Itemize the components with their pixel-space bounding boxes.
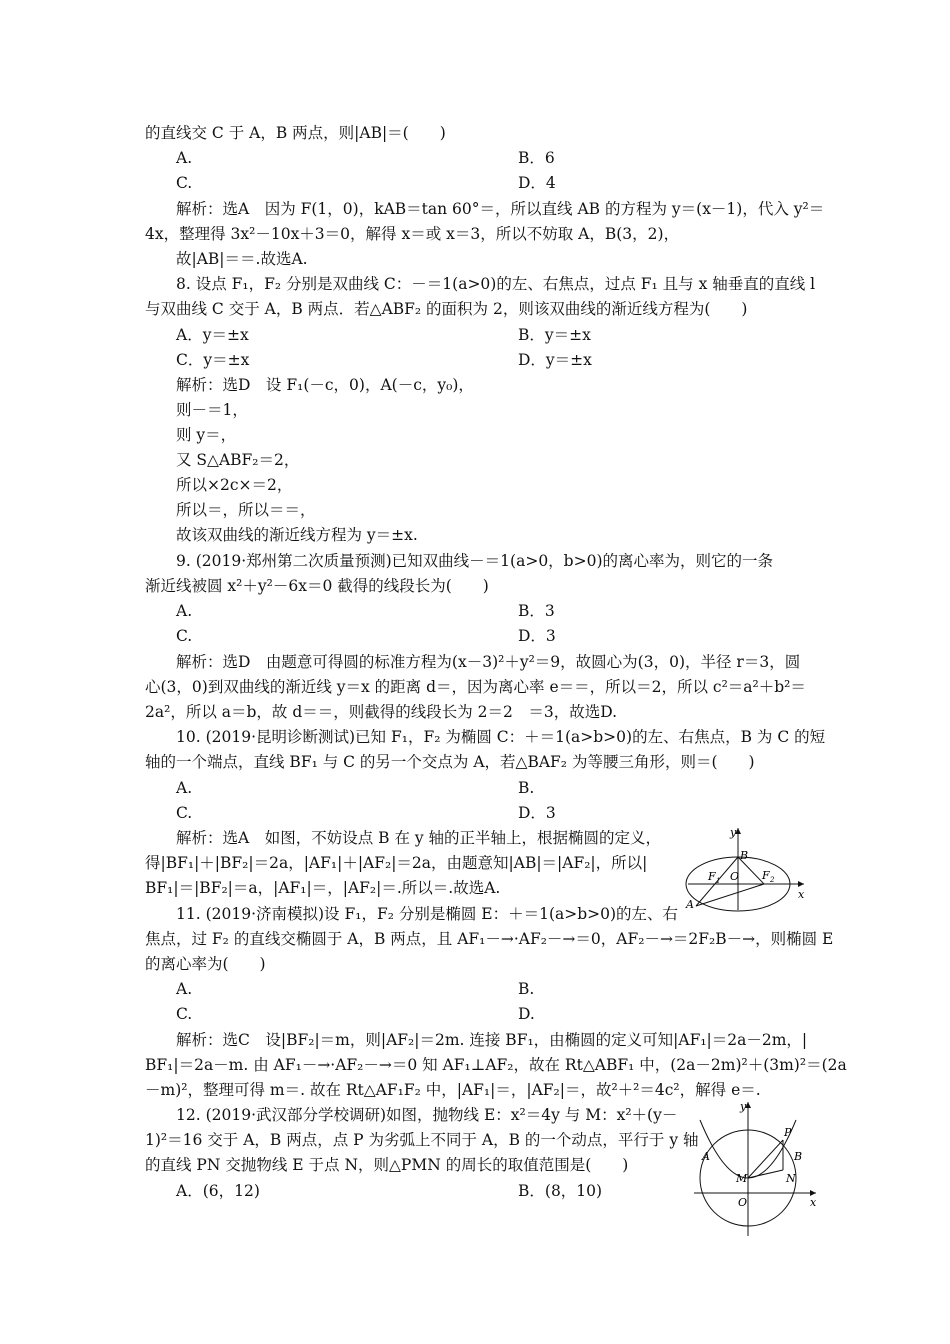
p8-option-a: A．y＝±x [176, 326, 249, 344]
p11-option-c: C. [176, 1005, 193, 1023]
p7-solution-line2: 4x，整理得 3x²－10x＋3＝0，解得 x＝或 x＝3，所以不妨取 A，B(3，2)， [145, 225, 680, 243]
p8-solution-line6: 所以＝，所以＝＝， [176, 501, 316, 519]
segment-mn [748, 1170, 783, 1178]
p11-stem-line3: 的离心率为( ) [145, 955, 266, 973]
p11-option-d: D. [518, 1005, 535, 1023]
p7-stem-end: 的直线交 C 于 A，B 两点，则|AB|＝( ) [145, 124, 446, 142]
p9-stem-line2: 渐近线被圆 x²＋y²－6x＝0 截得的线段长为( ) [145, 577, 489, 595]
parabola-label-b: B [794, 1150, 803, 1163]
p8-option-c: C．y＝±x [176, 351, 250, 369]
p12-stem-line1: 12. (2019·武汉部分学校调研)如图，抛物线 E：x²＝4y 与 M：x²＋(y－ [176, 1106, 678, 1124]
ellipse-figure [680, 822, 810, 914]
p8-stem-line1: 8. 设点 F₁，F₂ 分别是双曲线 C：－＝1(a>0)的左、右焦点，过点 F₁ 且与 x 轴垂直的直线 l [176, 275, 816, 293]
parabola-circle-figure [690, 1098, 820, 1238]
p11-option-a: A. [176, 980, 193, 998]
p10-option-d: D．3 [518, 804, 556, 822]
p8-solution-line3: 则 y＝， [176, 426, 237, 444]
p8-solution-line7: 故该双曲线的渐近线方程为 y＝±x. [176, 526, 418, 544]
p11-solution-line1: 解析：选C 设|BF₂|＝m，则|AF₂|＝2m. 连接 BF₁，由椭圆的定义可知|AF₁|＝2a－2m，| [176, 1031, 808, 1049]
ellipse-label-y: y [730, 826, 737, 839]
ellipse-x-arrow [798, 881, 804, 887]
ellipse-label-f1: F [708, 870, 716, 883]
p10-solution-line1: 解析：选A 如图，不妨设点 B 在 y 轴的正半轴上，根据椭圆的定义， [176, 829, 662, 847]
p12-stem-line2: 1)²＝16 交于 A，B 两点，点 P 为劣弧上不同于 A，B 的一个动点，平行于 y 轴 [145, 1131, 699, 1149]
p10-stem-line1: 10. (2019·昆明诊断测试)已知 F₁，F₂ 为椭圆 C：＋＝1(a>b>0)的左、右焦点，B 为 C 的短 [176, 728, 826, 746]
p10-solution-line3: BF₁|＝|BF₂|＝a，|AF₁|＝，|AF₂|＝.所以＝.故选A. [145, 879, 501, 897]
p12-option-b: B．(8，10) [518, 1182, 603, 1200]
parabola-label-o: O [738, 1196, 748, 1209]
p9-option-a: A. [176, 602, 193, 620]
line-a-f2 [696, 884, 764, 906]
parabola-label-a: A [702, 1150, 710, 1163]
p11-option-b: B. [518, 980, 535, 998]
p8-option-b: B．y＝±x [518, 326, 591, 344]
p11-solution-line3: －m)²，整理可得 m＝. 故在 Rt△AF₁F₂ 中，|AF₁|＝，|AF₂|＝，故²＋²＝4c²，解得 e＝. [145, 1081, 761, 1099]
parabola-label-n: N [786, 1172, 796, 1185]
p8-solution-line1: 解析：选D 设 F₁(－c，0)，A(－c，y₀)， [176, 376, 474, 394]
ellipse-label-f2: F [762, 869, 770, 882]
p7-solution-line3: 故|AB|＝＝.故选A. [176, 250, 308, 268]
p7-option-b: B．6 [518, 149, 555, 167]
p7-option-d: D．4 [518, 174, 556, 192]
p12-stem-line3: 的直线 PN 交抛物线 E 于点 N，则△PMN 的周长的取值范围是( ) [145, 1156, 629, 1174]
p8-option-d: D．y＝±x [518, 351, 592, 369]
p8-solution-line5: 所以×2c×＝2， [176, 476, 293, 494]
ellipse-label-f1-sub: 1 [716, 877, 721, 885]
p10-option-b: B. [518, 779, 535, 797]
p9-solution-line3: 2a²，所以 a＝b，故 d＝＝，则截得的线段长为 2＝2 ＝3，故选D. [145, 703, 618, 721]
p10-option-a: A. [176, 779, 193, 797]
p10-solution-line2: 得|BF₁|＋|BF₂|＝2a，|AF₁|＋|AF₂|＝2a，由题意知|AB|＝|AF₂|，所以| [145, 854, 648, 872]
ellipse-label-o: O [730, 870, 740, 883]
segment-mp [748, 1140, 783, 1178]
ellipse-label-f2-sub: 2 [770, 876, 775, 884]
ellipse-label-b: B [740, 849, 749, 862]
p9-option-b: B．3 [518, 602, 555, 620]
p8-stem-line2: 与双曲线 C 交于 A，B 两点．若△ABF₂ 的面积为 2，则该双曲线的渐近线方程为( ) [145, 300, 748, 318]
p7-option-a: A. [176, 149, 193, 167]
p9-solution-line1: 解析：选D 由题意可得圆的标准方程为(x－3)²＋y²＝9，故圆心为(3，0)，半径 r＝3，圆 [176, 653, 801, 671]
parabola-label-y: y [740, 1100, 747, 1113]
ellipse-label-x: x [798, 888, 805, 901]
p9-option-d: D．3 [518, 627, 556, 645]
p10-stem-line2: 轴的一个端点，直线 BF₁ 与 C 的另一个交点为 A，若△BAF₂ 为等腰三角形，则＝( ) [145, 753, 755, 771]
p10-option-c: C. [176, 804, 193, 822]
p9-solution-line2: 心(3，0)到双曲线的渐近线 y＝x 的距离 d＝，因为离心率 e＝＝，所以＝2，所以 c²＝a²＋b²＝ [145, 678, 806, 696]
parabola-label-m: M [736, 1172, 748, 1185]
p7-solution-line1: 解析：选A 因为 F(1，0)，kAB＝tan 60°＝，所以直线 AB 的方程为 y＝(x－1)，代入 y²＝ [176, 200, 825, 218]
p9-option-c: C. [176, 627, 193, 645]
p11-stem-line2: 焦点，过 F₂ 的直线交椭圆于 A，B 两点，且 AF₁－→·AF₂－→＝0，AF₂－→＝2F₂B－→，则椭圆 E [145, 930, 834, 948]
parabola-label-p: P [784, 1126, 792, 1139]
p11-stem-line1: 11. (2019·济南模拟)设 F₁，F₂ 分别是椭圆 E：＋＝1(a>b>0)的左、右 [176, 905, 679, 923]
p8-solution-line2: 则－＝1， [176, 401, 248, 419]
p12-option-a: A．(6，12) [176, 1182, 260, 1200]
p7-option-c: C. [176, 174, 193, 192]
parabola-label-x: x [810, 1196, 817, 1209]
p8-solution-line4: 又 S△ABF₂＝2， [176, 451, 300, 469]
p9-stem-line1: 9. (2019·郑州第二次质量预测)已知双曲线－＝1(a>0，b>0)的离心率为，则它的一条 [176, 552, 774, 570]
p11-solution-line2: BF₁|＝2a－m. 由 AF₁－→·AF₂－→＝0 知 AF₁⊥AF₂，故在 Rt△ABF₁ 中，(2a－2m)²＋(3m)²＝(2a [145, 1056, 847, 1074]
ellipse-label-a: A [686, 898, 694, 911]
